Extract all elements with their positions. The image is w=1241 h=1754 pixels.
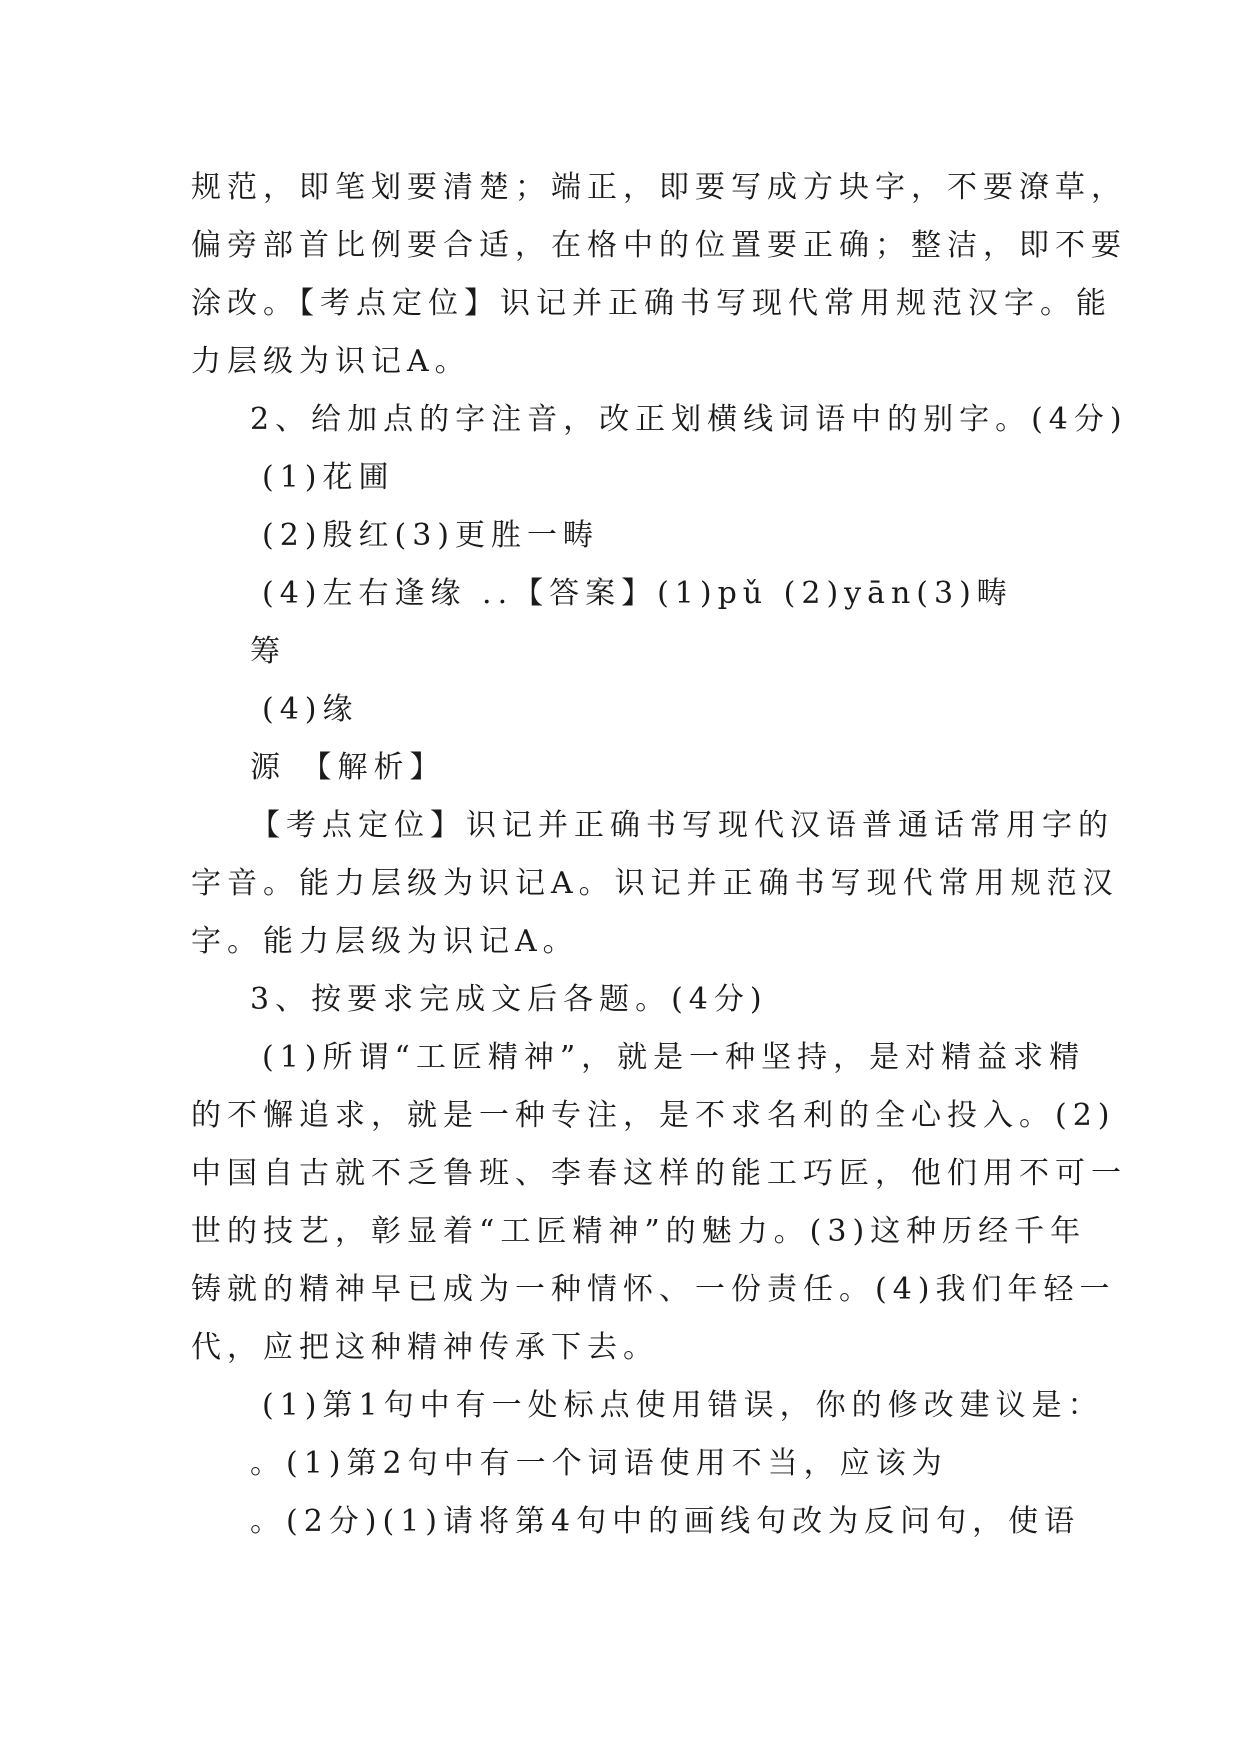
text-line: 。(1)第2句中有一个词语使用不当，应该为: [250, 1446, 948, 1481]
text-line: 。(2分)(1)请将第4句中的画线句改为反问句，使语: [250, 1504, 1081, 1539]
question-2-heading: 2、给加点的字注音，改正划横线词语中的别字。(4分): [250, 402, 1128, 437]
text-line: 字。能力层级为识记A。: [191, 924, 579, 959]
text-line: 筹: [250, 634, 286, 669]
text-line: 涂改。【考点定位】识记并正确书写现代常用规范汉字。能: [191, 286, 1112, 321]
text-line: 字音。能力层级为识记A。识记并正确书写现代常用规范汉: [191, 866, 1119, 901]
text-line: (2)殷红(3)更胜一畴: [262, 518, 599, 553]
text-line: 力层级为识记A。: [191, 344, 471, 379]
question-3-heading: 3、按要求完成文后各题。(4分): [250, 982, 768, 1017]
text-line: 中国自古就不乏鲁班、李春这样的能工巧匠，他们用不可一: [191, 1156, 1127, 1191]
answer-line: (4)左右逢缘 ..【答案】(1)pǔ (2)yān(3)畴: [262, 576, 1013, 611]
text-line: 规范，即笔划要清楚；端正，即要写成方块字，不要潦草，: [191, 170, 1127, 205]
text-line: (1)所谓“工匠精神”，就是一种坚持，是对精益求精: [262, 1040, 1086, 1075]
text-line: 代，应把这种精神传承下去。: [191, 1330, 659, 1365]
text-line: 铸就的精神早已成为一种情怀、一份责任。(4)我们年轻一: [191, 1272, 1116, 1307]
text-line: 的不懈追求，就是一种专注，是不求名利的全心投入。(2): [191, 1098, 1116, 1133]
text-line: 【考点定位】识记并正确书写现代汉语普通话常用字的: [250, 808, 1114, 843]
text-line: (1)第1句中有一处标点使用错误，你的修改建议是：: [262, 1388, 1104, 1423]
analysis-label: 源 【解析】: [250, 750, 446, 785]
text-line: 偏旁部首比例要合适，在格中的位置要正确；整洁，即不要: [191, 228, 1127, 263]
text-line: (1)花圃: [262, 460, 395, 495]
text-line: 世的技艺，彰显着“工匠精神”的魅力。(3)这种历经千年: [191, 1214, 1087, 1249]
text-line: (4)缘: [262, 692, 359, 727]
